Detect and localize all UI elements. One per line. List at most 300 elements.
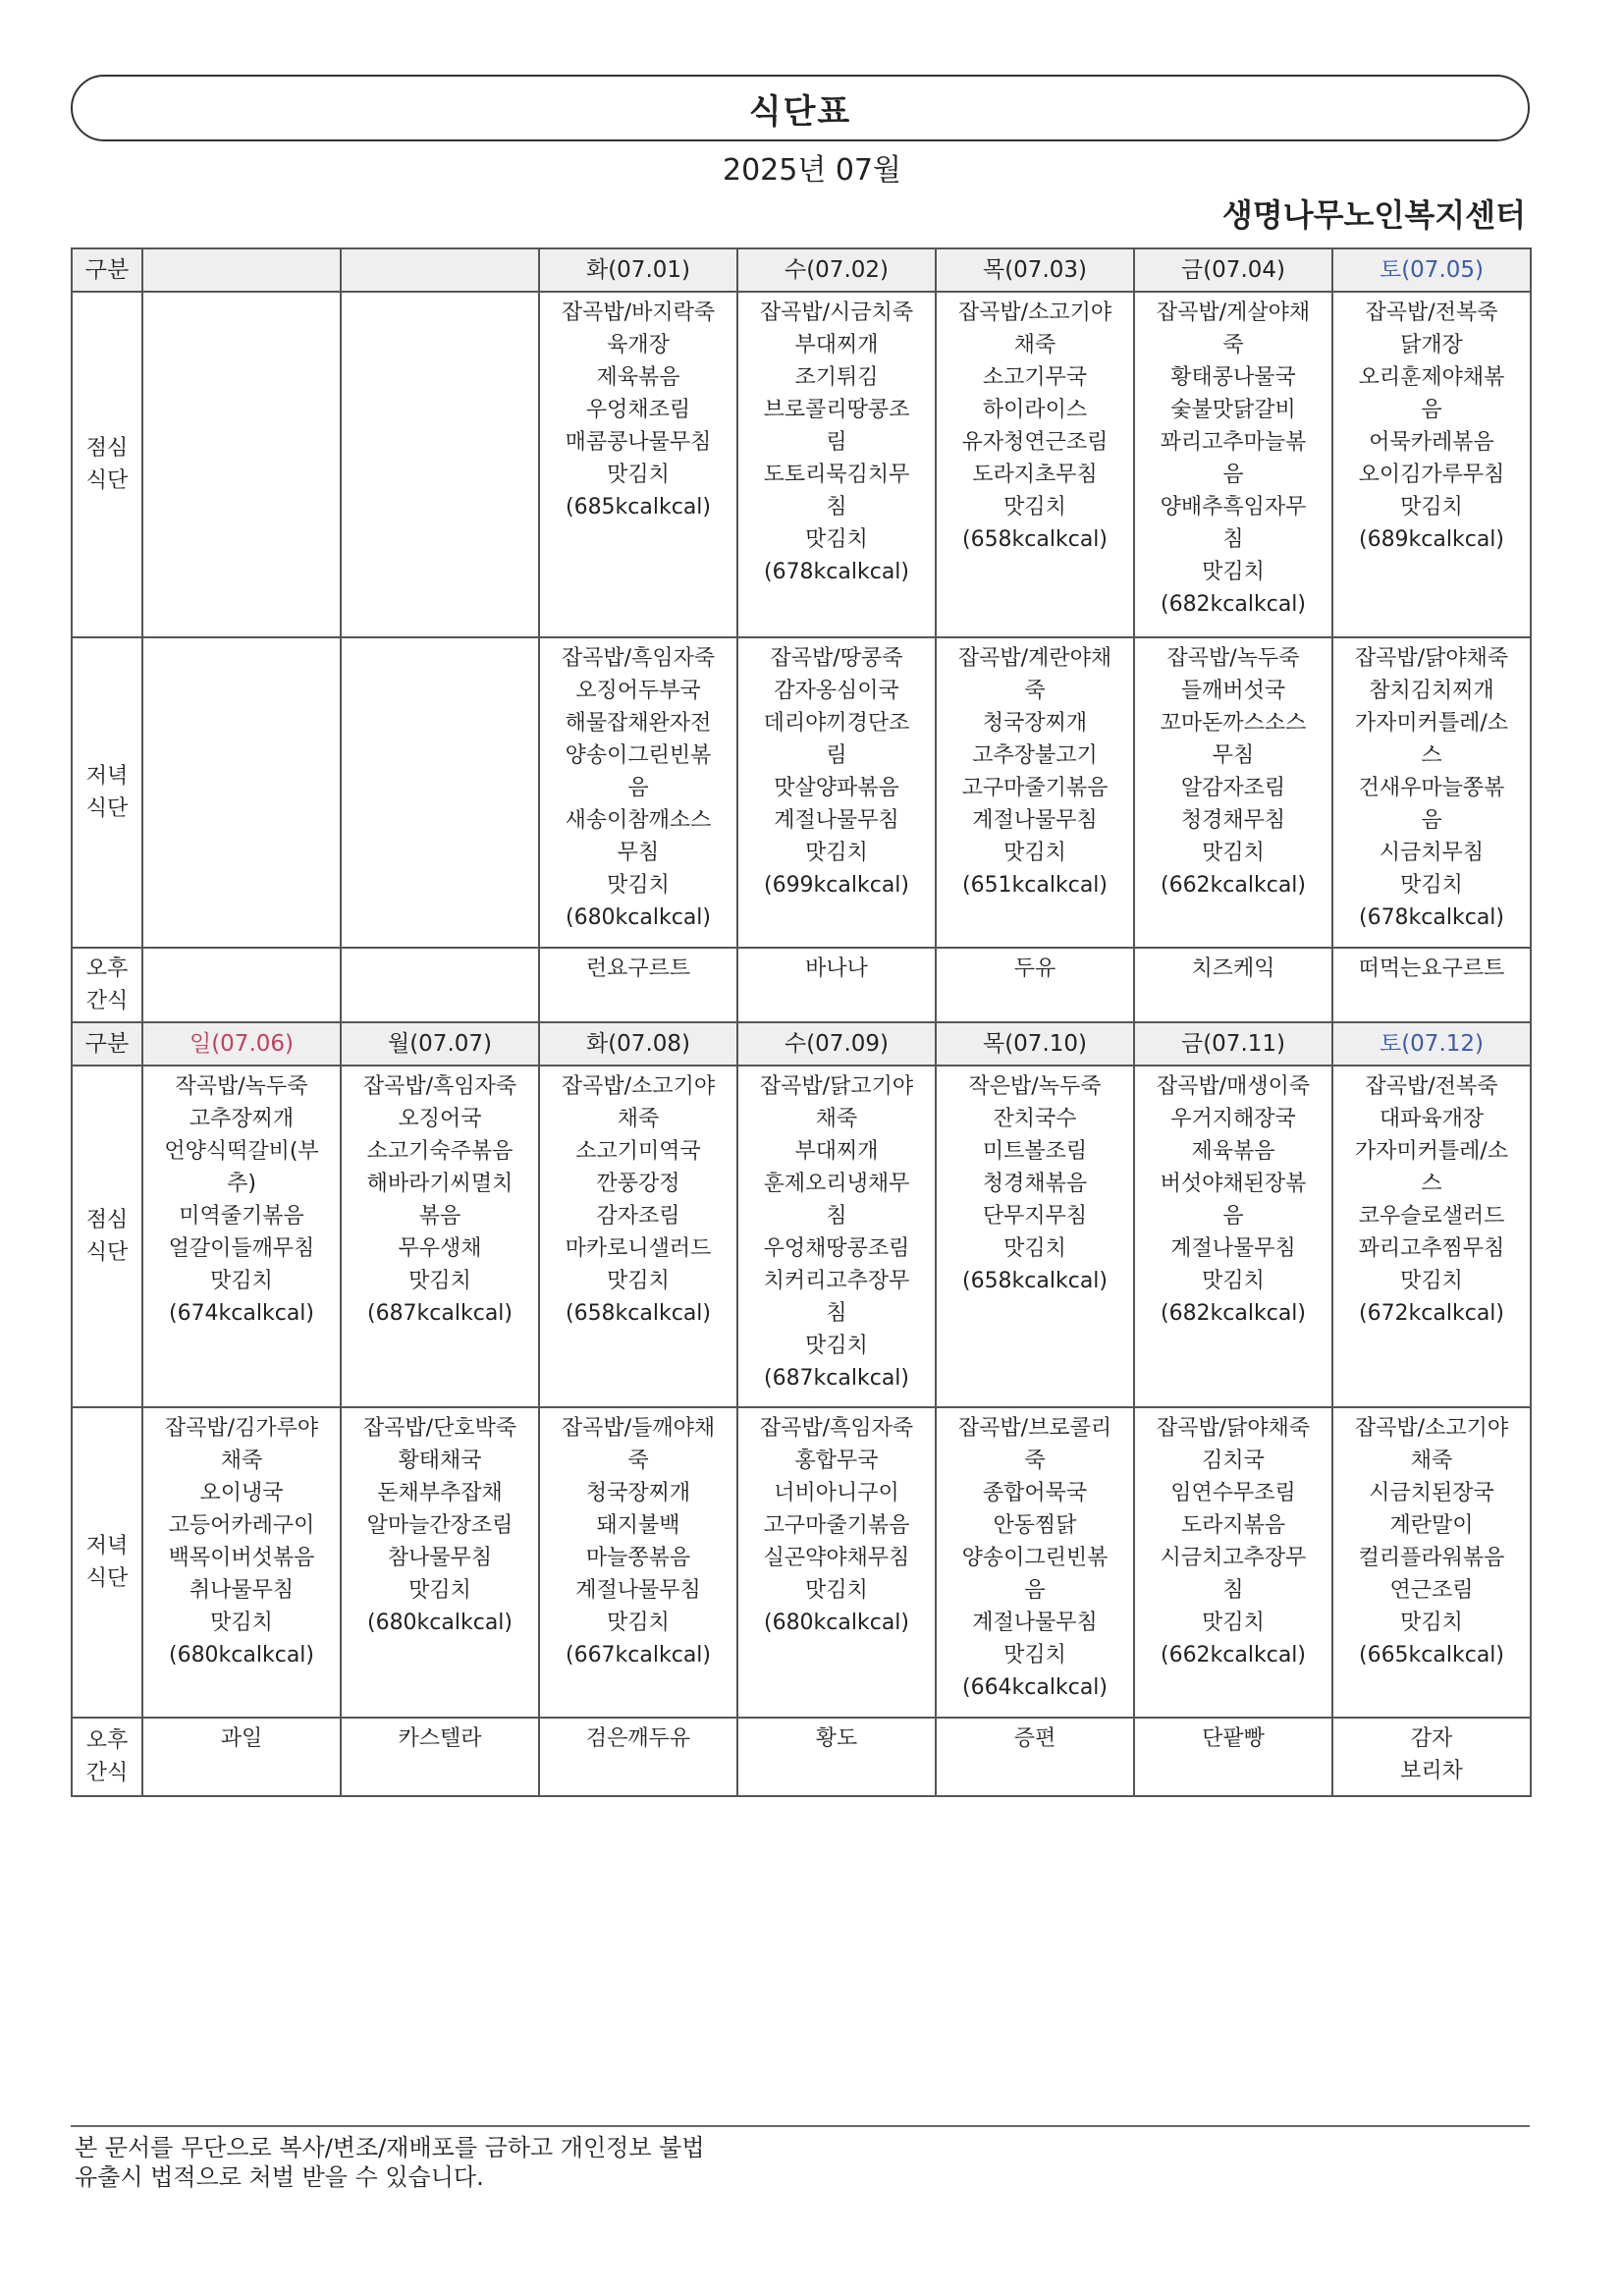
menu-item: 소고기미역국: [575, 1139, 701, 1164]
snack-menu-cell: [1332, 1718, 1531, 1796]
day-header: 토(07.05): [1332, 248, 1531, 292]
menu-item: 마카로니샐러드: [565, 1236, 712, 1261]
menu-item: 잡곡밥/소고기야: [1354, 1416, 1509, 1441]
menu-item: 잡곡밥/흑임자죽: [561, 646, 716, 671]
menu-item: 유자청연근조림: [961, 430, 1109, 455]
menu-item: 제육볶음: [1191, 1139, 1275, 1164]
menu-item: 침: [826, 1301, 847, 1326]
menu-item: 작곡밥/녹두죽: [175, 1074, 308, 1099]
menu-item: 참치김치찌개: [1369, 679, 1494, 703]
week1-snack-row: [72, 948, 1531, 1022]
menu-item: 침: [826, 1204, 847, 1229]
menu-item: 맛김치: [805, 527, 868, 552]
menu-item: 잡곡밥/브로콜리: [957, 1416, 1112, 1441]
menu-item: 데리야끼경단조: [763, 711, 910, 736]
lunch-label-text: 점심: [85, 436, 129, 461]
day-header: 토(07.12): [1332, 1022, 1531, 1066]
menu-item: 채죽: [617, 1107, 660, 1131]
menu-item: 돈채부추잡채: [377, 1481, 503, 1505]
dinner-menu-cell: [142, 637, 341, 948]
footer-divider: [71, 2125, 1530, 2127]
menu-item: 취나물무침: [189, 1578, 295, 1603]
menu-item: 도토리묵김치무: [763, 463, 910, 487]
menu-item: 어묵카레볶음: [1369, 430, 1494, 455]
snack-label-text: 간식: [85, 1761, 129, 1785]
menu-item: 음: [1222, 1204, 1244, 1229]
menu-item: 맛김치: [1400, 495, 1463, 519]
day-header: 화(07.01): [539, 248, 737, 292]
menu-item: (678kcalkcal): [1358, 905, 1505, 930]
day-header: 월(07.07): [341, 1022, 539, 1066]
menu-item: 오이냉국: [199, 1481, 284, 1505]
dinner-label: [72, 1407, 142, 1718]
menu-item: 맛김치: [210, 1269, 273, 1293]
menu-item: 단무지무침: [982, 1204, 1088, 1229]
menu-item: (682kcalkcal): [1160, 1301, 1307, 1326]
menu-item: 깐풍강정: [596, 1172, 680, 1196]
menu-item: 참나물무침: [387, 1546, 493, 1570]
snack-menu-cell: [1134, 948, 1332, 1022]
menu-item: 연근조림: [1389, 1578, 1474, 1603]
title-box: [71, 75, 1530, 141]
menu-item: 검은깨두유: [585, 1726, 691, 1751]
menu-item: 카스텔라: [398, 1726, 482, 1751]
menu-item: 음: [1421, 398, 1442, 422]
menu-item: 잡곡밥/소고기야: [957, 301, 1112, 325]
lunch-label: [72, 1066, 142, 1407]
menu-item: 가자미커틀레/소: [1354, 1139, 1509, 1164]
menu-item: 돼지불백: [596, 1513, 680, 1538]
menu-item: (672kcalkcal): [1358, 1301, 1505, 1326]
menu-item: 맛김치: [1202, 560, 1265, 584]
menu-item: (678kcalkcal): [763, 560, 910, 584]
menu-item: 청국장찌개: [585, 1481, 691, 1505]
lunch-menu-cell: [142, 292, 341, 637]
menu-item: 육개장: [607, 333, 670, 357]
menu-item: 스: [1421, 743, 1442, 768]
snack-label-text: 오후: [85, 957, 129, 981]
dinner-menu-cell: [737, 1407, 936, 1718]
organization-name: 생명나무노인복지센터: [1221, 196, 1526, 234]
menu-item: 작은밥/녹두죽: [968, 1074, 1102, 1099]
menu-item: 잔치국수: [993, 1107, 1077, 1131]
menu-item: 맛김치: [805, 1578, 868, 1603]
menu-item: 오징어국: [398, 1107, 482, 1131]
snack-menu-cell: [737, 1718, 936, 1796]
menu-item: 계란말이: [1389, 1513, 1474, 1538]
menu-item: 오이김가루무침: [1358, 463, 1505, 487]
menu-item: 잡곡밥/들깨야채: [561, 1416, 716, 1441]
menu-item: 황태채국: [398, 1449, 482, 1473]
menu-item: 하이라이스: [982, 398, 1088, 422]
menu-item: 잡곡밥/녹두죽: [1166, 646, 1300, 671]
lunch-menu-cell: [1332, 1066, 1531, 1407]
menu-item: 들깨버섯국: [1180, 679, 1286, 703]
lunch-menu-cell: [737, 292, 936, 637]
menu-item: 가자미커틀레/소: [1354, 711, 1509, 736]
menu-item: 소고기숙주볶음: [366, 1139, 514, 1164]
menu-item: 잡곡밥/게살야채: [1156, 301, 1311, 325]
dinner-menu-cell: [936, 1407, 1134, 1718]
menu-item: 맛김치: [607, 873, 670, 898]
menu-item: 두유: [1013, 957, 1056, 981]
menu-item: 맛살양파볶음: [774, 776, 899, 800]
month-label: 2025년 07월: [722, 153, 902, 188]
menu-item: (665kcalkcal): [1358, 1643, 1505, 1667]
menu-item: 양송이그린빈볶: [565, 743, 712, 768]
menu-item: 죽: [1222, 333, 1244, 357]
lunch-menu-cell: [1134, 1066, 1332, 1407]
menu-item: 계절나물무침: [774, 808, 899, 833]
menu-item: 숯불맛닭갈비: [1170, 398, 1296, 422]
menu-item: (699kcalkcal): [763, 873, 910, 898]
menu-item: 코우슬로샐러드: [1358, 1204, 1505, 1229]
menu-item: 과일: [220, 1726, 263, 1751]
meal-table: [71, 247, 1532, 1797]
dinner-menu-cell: [936, 637, 1134, 948]
menu-item: 스: [1421, 1172, 1442, 1196]
menu-item: (674kcalkcal): [168, 1301, 315, 1326]
menu-item: 치즈케익: [1191, 957, 1275, 981]
menu-item: 너비아니구이: [774, 1481, 899, 1505]
menu-item: 미트볼조림: [982, 1139, 1088, 1164]
day-header: 일(07.06): [142, 1022, 341, 1066]
lunch-menu-cell: [1134, 292, 1332, 637]
page-title: 식단표: [748, 91, 852, 132]
menu-item: (687kcalkcal): [763, 1366, 910, 1391]
menu-item: 감자: [1410, 1726, 1453, 1751]
snack-menu-cell: [539, 1718, 737, 1796]
menu-item: 백목이버섯볶음: [168, 1546, 315, 1570]
lunch-label-text: 식단: [85, 1240, 129, 1265]
menu-item: 오징어두부국: [575, 679, 701, 703]
menu-item: 알마늘간장조림: [366, 1513, 514, 1538]
lunch-menu-cell: [936, 292, 1134, 637]
menu-item: (685kcalkcal): [565, 495, 712, 519]
menu-item: 청경채무침: [1180, 808, 1286, 833]
menu-item: 잡곡밥/김가루야: [164, 1416, 319, 1441]
menu-item: 떠먹는요구르트: [1358, 957, 1505, 981]
menu-item: 잡곡밥/닭고기야: [759, 1074, 914, 1099]
menu-item: 무침: [1212, 743, 1255, 768]
menu-item: 맛김치: [210, 1611, 273, 1635]
menu-item: 림: [826, 743, 847, 768]
category-label: 구분: [72, 248, 142, 292]
lunch-menu-cell: [539, 1066, 737, 1407]
menu-item: 꽈리고추찜무침: [1358, 1236, 1505, 1261]
lunch-menu-cell: [936, 1066, 1134, 1407]
menu-item: 단팥빵: [1202, 1726, 1265, 1751]
dinner-label-text: 저녁: [85, 1534, 129, 1558]
dinner-menu-cell: [737, 637, 936, 948]
menu-item: 잡곡밥/흑임자죽: [759, 1416, 914, 1441]
menu-item: 감자옹심이국: [774, 679, 899, 703]
menu-item: 제육볶음: [596, 365, 680, 390]
week1-header-row: [72, 248, 1531, 292]
menu-item: 도라지볶음: [1180, 1513, 1286, 1538]
menu-item: 잡곡밥/닭야채죽: [1354, 646, 1509, 671]
dinner-menu-cell: [539, 637, 737, 948]
menu-item: 잡곡밥/땅콩죽: [770, 646, 903, 671]
menu-item: 꼬마돈까스소스: [1160, 711, 1307, 736]
menu-item: (651kcalkcal): [961, 873, 1109, 898]
menu-item: 청경채볶음: [982, 1172, 1088, 1196]
menu-item: 잡곡밥/매생이죽: [1156, 1074, 1311, 1099]
menu-item: 고구마줄기볶음: [961, 776, 1109, 800]
snack-label-text: 간식: [85, 989, 129, 1013]
menu-item: 계절나물무침: [1170, 1236, 1296, 1261]
menu-item: 무우생채: [398, 1236, 482, 1261]
footer-notice: [75, 2133, 705, 2192]
menu-item: 맛김치: [1003, 1236, 1066, 1261]
snack-menu-cell: [341, 1718, 539, 1796]
menu-item: 고추장불고기: [972, 743, 1098, 768]
menu-item: 고추장찌개: [189, 1107, 295, 1131]
dinner-label-text: 식단: [85, 796, 129, 821]
menu-item: 새송이참깨소스: [565, 808, 712, 833]
menu-item: 청국장찌개: [982, 711, 1088, 736]
snack-menu-cell: [1332, 948, 1531, 1022]
lunch-menu-cell: [539, 292, 737, 637]
week2-lunch-row: [72, 1066, 1531, 1407]
menu-item: (658kcalkcal): [961, 1269, 1109, 1293]
snack-menu-cell: [936, 1718, 1134, 1796]
menu-item: 얼갈이들깨무침: [168, 1236, 315, 1261]
menu-item: 증편: [1013, 1726, 1056, 1751]
menu-item: (682kcalkcal): [1160, 592, 1307, 617]
menu-item: (680kcalkcal): [565, 905, 712, 930]
menu-item: (662kcalkcal): [1160, 873, 1307, 898]
menu-item: 부대찌개: [794, 1139, 879, 1164]
menu-item: 잡곡밥/전복죽: [1365, 1074, 1498, 1099]
menu-item: 맛김치: [1003, 1643, 1066, 1667]
menu-item: 매콤콩나물무침: [565, 430, 712, 455]
menu-item: 대파육개장: [1379, 1107, 1485, 1131]
menu-item: 잡곡밥/전복죽: [1365, 301, 1498, 325]
menu-item: 브로콜리땅콩조: [763, 398, 910, 422]
snack-menu-cell: [142, 948, 341, 1022]
menu-item: 감자조림: [596, 1204, 680, 1229]
menu-item: 음: [1222, 463, 1244, 487]
menu-item: 마늘쫑볶음: [585, 1546, 691, 1570]
menu-item: 고등어카레구이: [168, 1513, 315, 1538]
menu-item: 맛김치: [607, 1269, 670, 1293]
day-header: 수(07.02): [737, 248, 936, 292]
menu-item: (680kcalkcal): [366, 1611, 514, 1635]
menu-item: 버섯야채된장볶: [1160, 1172, 1307, 1196]
menu-item: 채죽: [220, 1449, 263, 1473]
snack-menu-cell: [1134, 1718, 1332, 1796]
menu-item: 건새우마늘쫑볶: [1358, 776, 1505, 800]
menu-item: 오리훈제야채볶: [1358, 365, 1505, 390]
dinner-menu-cell: [1134, 1407, 1332, 1718]
lunch-menu-cell: [142, 1066, 341, 1407]
day-header: 목(07.03): [936, 248, 1134, 292]
menu-item: 알감자조림: [1180, 776, 1286, 800]
snack-menu-cell: [341, 948, 539, 1022]
menu-item: 치커리고추장무: [763, 1269, 910, 1293]
day-header-blank: [341, 248, 539, 292]
lunch-menu-cell: [341, 1066, 539, 1407]
menu-item: 실곤약야채무침: [763, 1546, 910, 1570]
menu-item: 미역줄기볶음: [179, 1204, 304, 1229]
menu-item: 죽: [1024, 1449, 1046, 1473]
menu-item: 해물잡채완자전: [565, 711, 712, 736]
dinner-menu-cell: [341, 1407, 539, 1718]
menu-item: (664kcalkcal): [961, 1675, 1109, 1700]
menu-item: 계절나물무침: [575, 1578, 701, 1603]
menu-item: 컬리플라워볶음: [1358, 1546, 1505, 1570]
menu-item: 침: [1222, 1578, 1244, 1603]
menu-item: 꽈리고추마늘볶: [1160, 430, 1307, 455]
menu-item: 음: [1024, 1578, 1046, 1603]
lunch-label-text: 식단: [85, 468, 129, 493]
menu-item: 바나나: [805, 957, 868, 981]
menu-item: 맛김치: [805, 841, 868, 865]
menu-item: 침: [826, 495, 847, 519]
menu-item: (689kcalkcal): [1358, 527, 1505, 552]
dinner-menu-cell: [1332, 637, 1531, 948]
week2-dinner-row: [72, 1407, 1531, 1718]
menu-item: 맛김치: [1202, 1269, 1265, 1293]
menu-item: 잡곡밥/계란야채: [957, 646, 1112, 671]
menu-item: 김치국: [1202, 1449, 1265, 1473]
menu-item: 침: [1222, 527, 1244, 552]
menu-item: 황태콩나물국: [1170, 365, 1296, 390]
menu-item: 볶음: [418, 1204, 461, 1229]
menu-item: (680kcalkcal): [168, 1643, 315, 1667]
menu-item: 시금치무침: [1379, 841, 1485, 865]
day-header: 수(07.09): [737, 1022, 936, 1066]
menu-item: 양배추흑임자무: [1160, 495, 1307, 519]
day-header: 화(07.08): [539, 1022, 737, 1066]
menu-item: 우엉채조림: [585, 398, 691, 422]
menu-item: 도라지초무침: [972, 463, 1098, 487]
lunch-label: [72, 292, 142, 637]
menu-item: 맛김치: [408, 1269, 471, 1293]
menu-item: 음: [627, 776, 649, 800]
menu-item: 채죽: [1013, 333, 1056, 357]
menu-item: 맛김치: [1003, 841, 1066, 865]
menu-item: 잡곡밥/시금치죽: [759, 301, 914, 325]
menu-item: 부대찌개: [794, 333, 879, 357]
snack-label: [72, 948, 142, 1022]
menu-item: (658kcalkcal): [565, 1301, 712, 1326]
menu-item: 맛김치: [805, 1334, 868, 1358]
week2-snack-row: [72, 1718, 1531, 1796]
snack-label-text: 오후: [85, 1728, 129, 1753]
day-header: 금(07.11): [1134, 1022, 1332, 1066]
dinner-menu-cell: [539, 1407, 737, 1718]
menu-item: 계절나물무침: [972, 1611, 1098, 1635]
lunch-menu-cell: [1332, 292, 1531, 637]
dinner-label: [72, 637, 142, 948]
week2-header-row: [72, 1022, 1531, 1066]
menu-item: 런요구르트: [585, 957, 691, 981]
day-header: 목(07.10): [936, 1022, 1134, 1066]
menu-item: 시금치고추장무: [1160, 1546, 1307, 1570]
menu-item: 림: [826, 430, 847, 455]
menu-item: 닭개장: [1400, 333, 1463, 357]
week1-lunch-row: [72, 292, 1531, 637]
menu-item: 맛김치: [1400, 1611, 1463, 1635]
menu-item: 우거지해장국: [1170, 1107, 1296, 1131]
menu-item: 맛김치: [1400, 1269, 1463, 1293]
menu-item: 맛김치: [1202, 1611, 1265, 1635]
dinner-menu-cell: [1332, 1407, 1531, 1718]
menu-item: 양송이그린빈볶: [961, 1546, 1109, 1570]
menu-item: 시금치된장국: [1369, 1481, 1494, 1505]
footer-line-2: 유출시 법적으로 처벌 받을 수 있습니다.: [75, 2163, 484, 2191]
menu-item: 맛김치: [607, 1611, 670, 1635]
category-label: 구분: [72, 1022, 142, 1066]
footer-line-1: 본 문서를 무단으로 복사/변조/재배포를 금하고 개인정보 불법: [75, 2134, 705, 2161]
lunch-menu-cell: [737, 1066, 936, 1407]
dinner-menu-cell: [1134, 637, 1332, 948]
lunch-label-text: 점심: [85, 1208, 129, 1232]
snack-menu-cell: [539, 948, 737, 1022]
menu-item: 훈제오리냉채무: [763, 1172, 910, 1196]
menu-item: 소고기무국: [982, 365, 1088, 390]
menu-item: 고구마줄기볶음: [763, 1513, 910, 1538]
menu-item: 죽: [627, 1449, 649, 1473]
snack-label: [72, 1718, 142, 1796]
menu-item: 안동찜닭: [993, 1513, 1077, 1538]
menu-item: 조기튀김: [794, 365, 879, 390]
menu-item: 무침: [617, 841, 660, 865]
dinner-menu-cell: [142, 1407, 341, 1718]
snack-menu-cell: [142, 1718, 341, 1796]
week1-dinner-row: [72, 637, 1531, 948]
dinner-label-text: 식단: [85, 1566, 129, 1591]
menu-item: 언양식떡갈비(부: [164, 1139, 319, 1164]
menu-item: 우엉채땅콩조림: [763, 1236, 910, 1261]
menu-item: 잡곡밥/단호박죽: [362, 1416, 517, 1441]
menu-item: 맛김치: [1003, 495, 1066, 519]
menu-item: 추): [227, 1172, 256, 1196]
menu-item: (658kcalkcal): [961, 527, 1109, 552]
menu-item: 잡곡밥/닭야채죽: [1156, 1416, 1311, 1441]
menu-item: 맛김치: [607, 463, 670, 487]
menu-item: (662kcalkcal): [1160, 1643, 1307, 1667]
dinner-menu-cell: [341, 637, 539, 948]
menu-item: 계절나물무침: [972, 808, 1098, 833]
menu-item: (687kcalkcal): [366, 1301, 514, 1326]
menu-item: 해바라기씨멸치: [366, 1172, 514, 1196]
menu-item: 종합어묵국: [982, 1481, 1088, 1505]
menu-item: 채죽: [815, 1107, 858, 1131]
menu-item: 잡곡밥/소고기야: [561, 1074, 716, 1099]
menu-item: 맛김치: [1202, 841, 1265, 865]
menu-item: 보리차: [1400, 1759, 1463, 1783]
day-header-blank: [142, 248, 341, 292]
lunch-menu-cell: [341, 292, 539, 637]
menu-item: 홍합무국: [794, 1449, 879, 1473]
menu-item: 맛김치: [408, 1578, 471, 1603]
menu-item: 황도: [815, 1726, 858, 1751]
menu-item: 잡곡밥/흑임자죽: [362, 1074, 517, 1099]
dinner-label-text: 저녁: [85, 764, 129, 789]
menu-item: (680kcalkcal): [763, 1611, 910, 1635]
menu-item: 죽: [1024, 679, 1046, 703]
menu-item: (667kcalkcal): [565, 1643, 712, 1667]
menu-item: 맛김치: [1400, 873, 1463, 898]
menu-item: 음: [1421, 808, 1442, 833]
menu-item: 임연수무조림: [1170, 1481, 1296, 1505]
snack-menu-cell: [737, 948, 936, 1022]
menu-item: 잡곡밥/바지락죽: [561, 301, 716, 325]
snack-menu-cell: [936, 948, 1134, 1022]
